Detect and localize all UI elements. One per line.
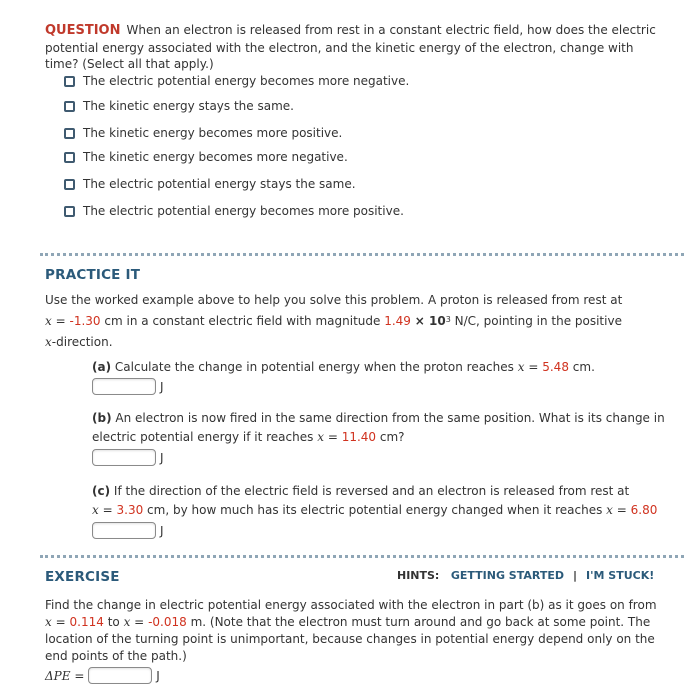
section-divider — [40, 253, 684, 256]
part-label: (a) — [92, 360, 112, 374]
equals-sign: = — [102, 503, 113, 517]
part-b — [92, 409, 672, 447]
field-magnitude-value: 1.49 — [384, 314, 411, 328]
part-b-answer-input[interactable] — [92, 449, 156, 466]
hint-separator: | — [573, 569, 578, 582]
intro-text: in a constant electric field with magnitude — [126, 314, 381, 328]
exercise-title: EXERCISE — [45, 569, 120, 585]
section-divider — [40, 555, 684, 558]
part-a-answer — [92, 378, 164, 395]
question-label: QUESTION — [45, 23, 121, 38]
to-word: to — [107, 615, 120, 629]
checkbox-icon[interactable] — [64, 179, 75, 190]
x-variable: x — [317, 430, 324, 444]
exercise-sentence: m. (Note that the electron must turn around and go back at some point. The location of the turning point is unimportant, because changes in potential energy depend only on the end points of the path.) — [45, 615, 655, 663]
part-text: If the direction of the electric field is reversed and an electron is released from rest at — [113, 484, 630, 498]
x-variable: x — [45, 335, 52, 349]
part-text: An electron is now fired in the same direction from the same position. What is its change in electric potential energy if it reaches — [92, 411, 665, 444]
part-c-answer-input[interactable] — [92, 522, 156, 539]
from-value: 0.114 — [69, 615, 104, 629]
delta-pe-answer-input[interactable] — [88, 667, 152, 684]
option-label: The kinetic energy becomes more positive. — [83, 126, 343, 140]
x-variable: x — [517, 360, 525, 374]
equals-sign: = — [528, 360, 539, 374]
part-c-end-value: 6.80 — [630, 503, 658, 517]
intro-text: N/C, pointing in the positive — [454, 314, 622, 328]
part-label: (b) — [92, 411, 112, 425]
start-position-value: -1.30 — [69, 314, 101, 328]
answer-unit: J — [156, 668, 160, 683]
exercise-text — [45, 597, 675, 665]
answer-unit: J — [160, 523, 164, 538]
equals-sign: = — [74, 668, 85, 683]
to-value: -0.018 — [148, 615, 187, 629]
x-variable: x — [123, 615, 131, 629]
im-stuck-link[interactable]: I'M STUCK! — [586, 569, 655, 582]
question-text: When an electron is released from rest in a constant electric field, how does the electric potential energy associated with the electron, and the kinetic energy of the electron, change with time? (Select all that apply.) — [45, 23, 656, 71]
option-label: The kinetic energy stays the same. — [83, 99, 294, 113]
option-label: The electric potential energy becomes more positive. — [83, 204, 404, 218]
practice-intro — [45, 290, 675, 353]
hints-bar — [397, 569, 654, 582]
part-a-position-value: 5.48 — [542, 360, 569, 374]
part-label: (c) — [92, 484, 111, 498]
equals-sign: = — [616, 503, 627, 517]
x-variable: x — [45, 615, 52, 629]
x-variable: x — [606, 503, 613, 517]
x-variable: x — [92, 503, 99, 517]
equals-sign: = — [327, 430, 338, 444]
getting-started-link[interactable]: GETTING STARTED — [450, 569, 565, 582]
times-ten: × 10 — [414, 314, 446, 328]
direction-text: -direction. — [51, 335, 113, 349]
part-c — [92, 482, 672, 539]
checkbox-icon[interactable] — [64, 206, 75, 217]
part-text: Calculate the change in potential energy when the proton reaches — [114, 360, 514, 374]
part-a-answer-input[interactable] — [92, 378, 156, 395]
equals-sign: = — [55, 615, 66, 629]
part-b-answer — [92, 449, 164, 466]
option-label: The electric potential energy stays the same. — [83, 177, 356, 191]
unit-label: cm? — [379, 430, 405, 444]
part-b-position-value: 11.40 — [341, 430, 377, 444]
x-variable: x — [45, 314, 52, 328]
exercise-sentence: Find the change in electric potential energy associated with the electron in part (b) as it goes on from — [45, 598, 657, 612]
option-label: The electric potential energy becomes more negative. — [83, 74, 410, 88]
checkbox-icon[interactable] — [64, 152, 75, 163]
exercise-answer — [45, 667, 160, 684]
delta-pe-symbol: ΔPE — [45, 668, 71, 683]
answer-unit: J — [160, 450, 164, 465]
option-label: The kinetic energy becomes more negative. — [83, 150, 348, 164]
unit-label: cm. — [572, 360, 595, 374]
part-text: cm, by how much has its electric potential energy changed when it reaches — [147, 503, 603, 517]
checkbox-icon[interactable] — [64, 101, 75, 112]
part-c-answer — [92, 522, 164, 539]
checkbox-icon[interactable] — [64, 128, 75, 139]
checkbox-icon[interactable] — [64, 76, 75, 87]
answer-unit: J — [160, 379, 164, 394]
unit-label: cm — [104, 314, 123, 328]
part-c-start-value: 3.30 — [116, 503, 144, 517]
question-block — [45, 22, 665, 73]
equals-sign: = — [134, 615, 145, 629]
intro-text: Use the worked example above to help you solve this problem. A proton is released from rest at — [45, 293, 623, 307]
field-exponent: 3 — [445, 315, 451, 324]
practice-title: PRACTICE IT — [45, 267, 141, 283]
hints-label: HINTS: — [397, 569, 440, 582]
part-a — [92, 358, 672, 377]
equals-sign: = — [55, 314, 66, 328]
